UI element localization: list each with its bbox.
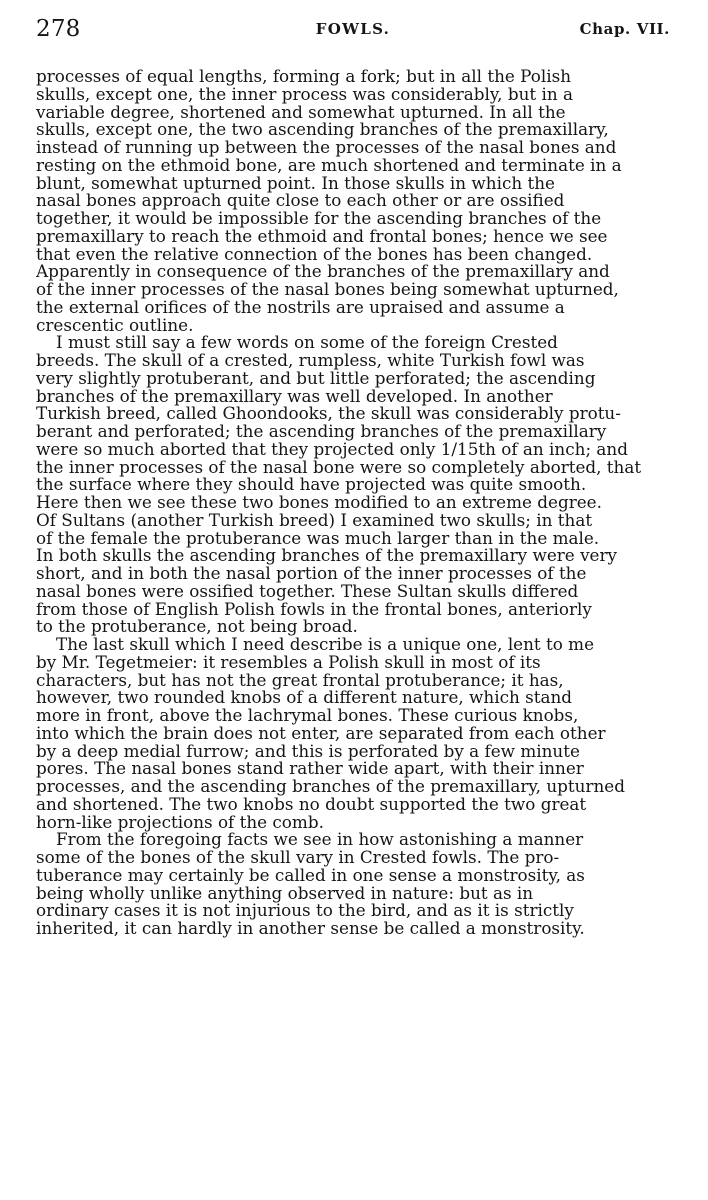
body-line: the surface where they should have projected was quite smooth. bbox=[36, 474, 587, 495]
body-line: to the protuberance, not being broad. bbox=[36, 616, 358, 637]
paragraph-first-line: From the foregoing facts we see in how astonishing a manner bbox=[56, 829, 584, 850]
body-line: together, it would be impossible for the ascending branches of the bbox=[36, 208, 602, 228]
body-line: Apparently in consequence of the branches of the premaxillary and bbox=[36, 261, 610, 282]
body-line: instead of running up between the processes of the nasal bones and bbox=[36, 137, 617, 157]
body-line: that even the relative connection of the bones has been changed. bbox=[36, 243, 593, 264]
body-line: premaxillary to reach the ethmoid and frontal bones; hence we see bbox=[36, 225, 608, 246]
body-line: being wholly unlike anything observed in nature: but as in bbox=[36, 882, 534, 903]
body-line: tuberance may certainly be called in one sense a monstrosity, as bbox=[36, 864, 585, 885]
body-line: resting on the ethmoid bone, are much shortened and terminate in a bbox=[36, 154, 622, 175]
body-line: horn-like projections of the comb. bbox=[36, 811, 324, 832]
body-line: crescentic outline. bbox=[36, 314, 194, 335]
body-line: Of Sultans (another Turkish breed) I examined two skulls; in that bbox=[36, 509, 593, 530]
page-number: 278 bbox=[36, 16, 81, 42]
body-line: more in front, above the lachrymal bones. These curious knobs, bbox=[36, 705, 579, 725]
body-line: variable degree, shortened and somewhat upturned. In all the bbox=[36, 101, 566, 122]
body-line: were so much aborted that they projected only 1/15th of an inch; and bbox=[36, 438, 628, 459]
body-line: berant and perforated; the ascending branches of the premaxillary bbox=[36, 421, 607, 441]
body-line: skulls, except one, the inner process was considerably, but in a bbox=[36, 83, 573, 104]
body-line: and shortened. The two knobs no doubt supported the two great bbox=[36, 793, 587, 814]
body-line: In both skulls the ascending branches of the premaxillary were very bbox=[36, 545, 617, 566]
body-line: of the inner processes of the nasal bones being somewhat upturned, bbox=[36, 279, 619, 299]
chapter-label: Chap. VII. bbox=[579, 20, 670, 38]
body-line: however, two rounded knobs of a different nature, which stand bbox=[36, 687, 573, 708]
body-line: of the female the protuberance was much larger than in the male. bbox=[36, 527, 600, 548]
body-line: nasal bones approach quite close to each other or are ossified bbox=[36, 190, 565, 211]
body-line: processes, and the ascending branches of the premaxillary, upturned bbox=[36, 776, 625, 796]
body-line: Turkish breed, called Ghoondooks, the skull was considerably protu- bbox=[36, 403, 621, 424]
body-line: nasal bones were ossified together. These Sultan skulls differed bbox=[36, 580, 579, 601]
body-line: by a deep medial furrow; and this is perforated by a few minute bbox=[36, 740, 580, 761]
paragraph-first-line: The last skull which I need describe is a unique one, lent to me bbox=[56, 634, 595, 654]
body-text bbox=[36, 68, 672, 938]
body-line: processes of equal lengths, forming a fork; but in all the Polish bbox=[36, 66, 572, 86]
body-line: some of the bones of the skull vary in Crested fowls. The pro- bbox=[36, 847, 560, 867]
body-line: pores. The nasal bones stand rather wide apart, with their inner bbox=[36, 758, 584, 779]
body-line: from those of English Polish fowls in the frontal bones, anteriorly bbox=[36, 598, 592, 619]
running-header bbox=[36, 12, 670, 46]
body-line: branches of the premaxillary was well developed. In another bbox=[36, 385, 553, 406]
body-line: inherited, it can hardly in another sense be called a monstrosity. bbox=[36, 918, 585, 938]
body-line: very slightly protuberant, and but little perforated; the ascending bbox=[36, 367, 596, 388]
body-line: breeds. The skull of a crested, rumpless, white Turkish fowl was bbox=[36, 350, 585, 370]
body-line: characters, but has not the great frontal protuberance; it has, bbox=[36, 669, 564, 690]
body-line: ordinary cases it is not injurious to the bird, and as it is strictly bbox=[36, 900, 574, 921]
body-line: by Mr. Tegetmeier: it resembles a Polish skull in most of its bbox=[36, 651, 541, 672]
body-line: short, and in both the nasal portion of the inner processes of the bbox=[36, 563, 587, 583]
body-line: the external orifices of the nostrils are upraised and assume a bbox=[36, 296, 565, 317]
running-title: FOWLS. bbox=[315, 20, 391, 38]
body-line: blunt, somewhat upturned point. In those skulls in which the bbox=[36, 172, 555, 193]
body-line: Here then we see these two bones modified to an extreme degree. bbox=[36, 492, 602, 512]
paragraph-first-line: I must still say a few words on some of the foreign Crested bbox=[56, 332, 558, 353]
body-line: into which the brain does not enter, are separated from each other bbox=[36, 722, 606, 743]
body-line: skulls, except one, the two ascending branches of the premaxillary, bbox=[36, 119, 609, 140]
body-line: the inner processes of the nasal bone were so completely aborted, that bbox=[36, 456, 642, 477]
